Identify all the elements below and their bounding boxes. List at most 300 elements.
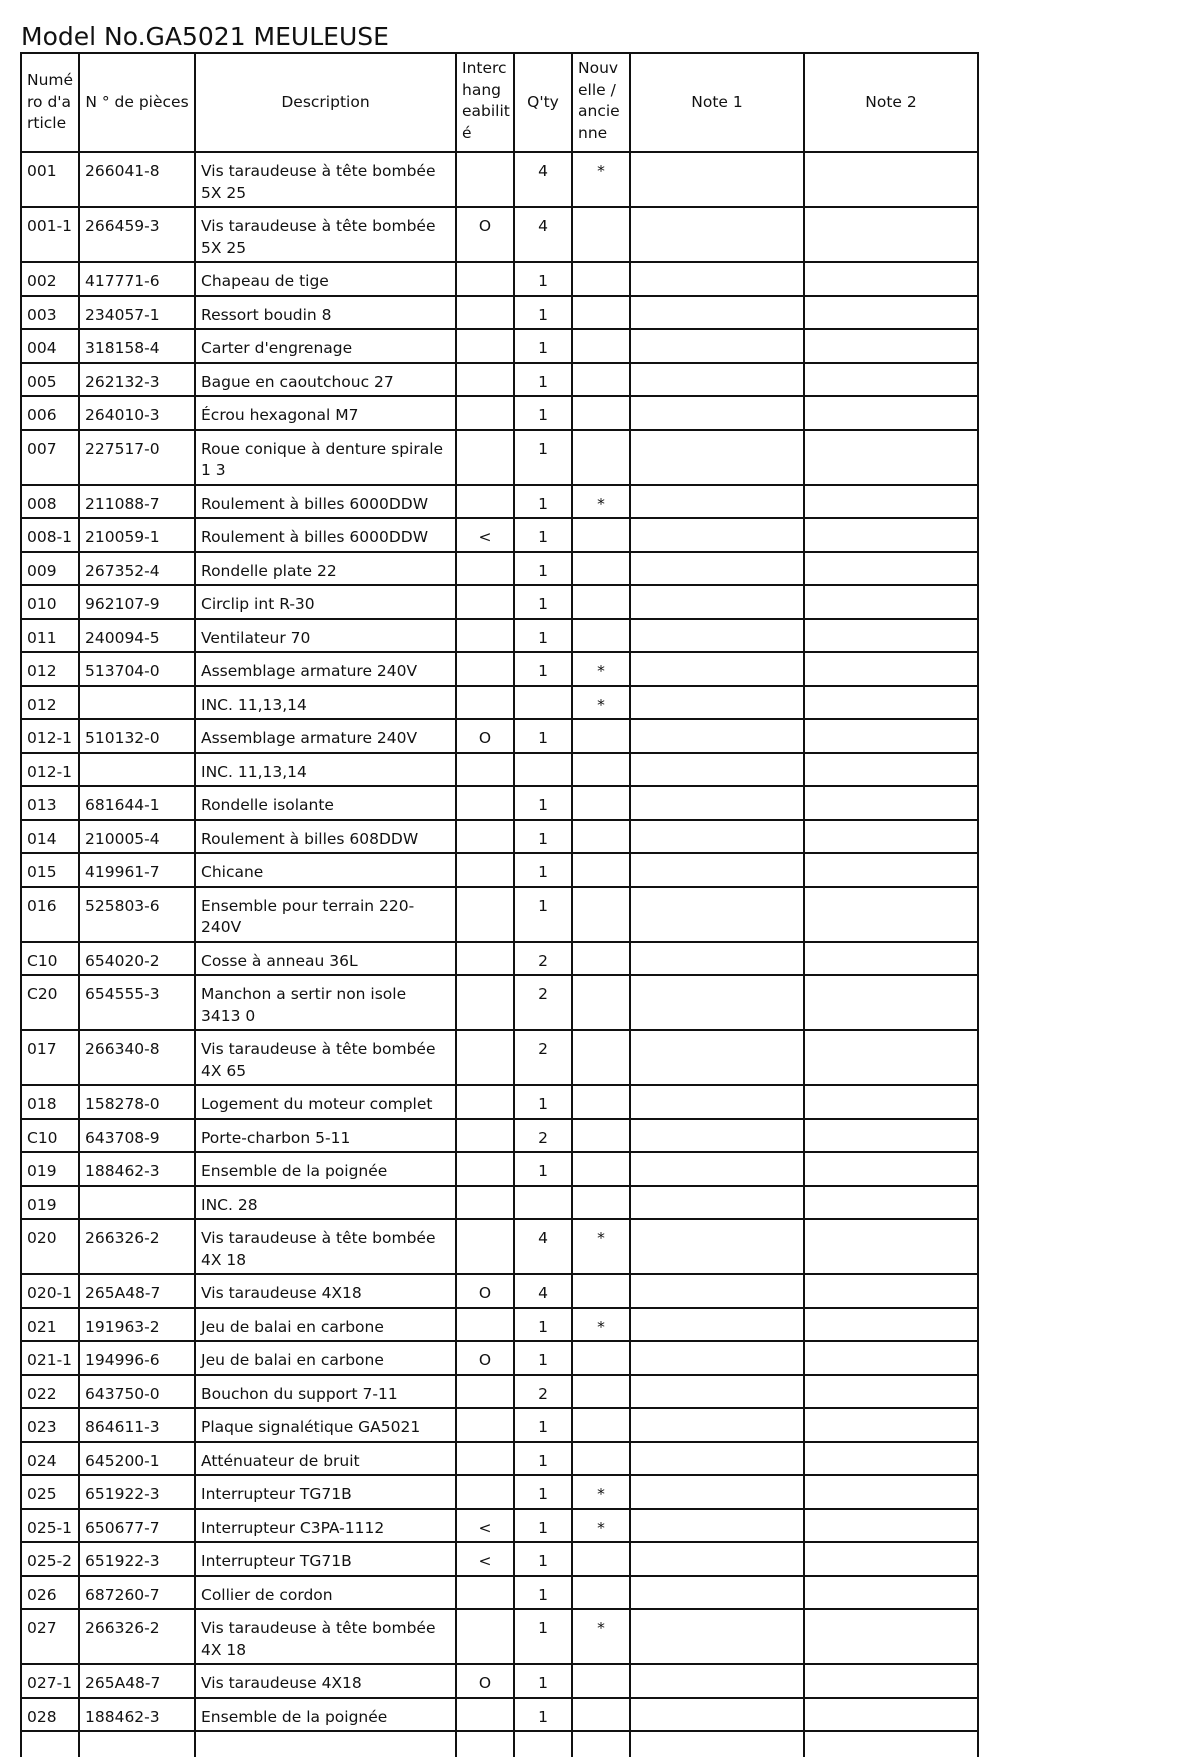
cell-description: Ventilateur 70: [195, 619, 456, 653]
cell-interchangeability: [456, 1219, 514, 1274]
cell-part-no: 864611-3: [79, 1408, 195, 1442]
table-row: [21, 1030, 978, 1085]
cell-note1: [630, 552, 804, 586]
cell-part-no: 227517-0: [79, 430, 195, 485]
cell-note2: [804, 1475, 978, 1509]
table-row: [21, 820, 978, 854]
cell-part-no: 188462-3: [79, 1698, 195, 1732]
cell-interchangeability: [456, 786, 514, 820]
cell-note1: [630, 1698, 804, 1732]
cell-empty: [21, 1731, 79, 1757]
cell-note2: [804, 518, 978, 552]
cell-item-no: 027: [21, 1609, 79, 1664]
table-row: [21, 853, 978, 887]
cell-empty: [514, 1731, 572, 1757]
cell-part-no: 265A48-7: [79, 1664, 195, 1698]
cell-new-old: [572, 1576, 630, 1610]
cell-qty: 1: [514, 619, 572, 653]
cell-qty: 2: [514, 942, 572, 976]
cell-item-no: 007: [21, 430, 79, 485]
cell-description: Bouchon du support 7-11: [195, 1375, 456, 1409]
cell-qty: 2: [514, 1119, 572, 1153]
cell-empty: [804, 1731, 978, 1757]
cell-item-no: 004: [21, 329, 79, 363]
cell-note1: [630, 485, 804, 519]
cell-qty: 1: [514, 1576, 572, 1610]
cell-note2: [804, 363, 978, 397]
cell-item-no: 009: [21, 552, 79, 586]
cell-new-old: [572, 1274, 630, 1308]
cell-description: Vis taraudeuse à tête bombée 4X 18: [195, 1219, 456, 1274]
cell-note2: [804, 207, 978, 262]
cell-note1: [630, 1186, 804, 1220]
cell-qty: 2: [514, 975, 572, 1030]
cell-new-old: [572, 619, 630, 653]
table-row: [21, 430, 978, 485]
cell-empty: [630, 1731, 804, 1757]
cell-item-no: 012-1: [21, 719, 79, 753]
cell-item-no: 021: [21, 1308, 79, 1342]
cell-description: INC. 11,13,14: [195, 753, 456, 787]
table-row: [21, 719, 978, 753]
cell-item-no: C20: [21, 975, 79, 1030]
cell-note1: [630, 1375, 804, 1409]
cell-new-old: [572, 786, 630, 820]
cell-part-no: 210005-4: [79, 820, 195, 854]
cell-note2: [804, 1341, 978, 1375]
cell-new-old: [572, 942, 630, 976]
cell-description: Rondelle plate 22: [195, 552, 456, 586]
cell-note2: [804, 1664, 978, 1698]
cell-interchangeability: [456, 485, 514, 519]
cell-qty: 1: [514, 1308, 572, 1342]
cell-interchangeability: [456, 686, 514, 720]
cell-new-old: [572, 753, 630, 787]
cell-part-no: 510132-0: [79, 719, 195, 753]
cell-part-no: 654555-3: [79, 975, 195, 1030]
cell-interchangeability: [456, 1698, 514, 1732]
cell-item-no: 002: [21, 262, 79, 296]
cell-description: Roulement à billes 608DDW: [195, 820, 456, 854]
cell-part-no: 240094-5: [79, 619, 195, 653]
cell-interchangeability: [456, 652, 514, 686]
cell-note1: [630, 1119, 804, 1153]
cell-qty: [514, 753, 572, 787]
cell-part-no: [79, 753, 195, 787]
cell-note1: [630, 1274, 804, 1308]
cell-note1: [630, 585, 804, 619]
cell-item-no: 018: [21, 1085, 79, 1119]
cell-description: Vis taraudeuse 4X18: [195, 1274, 456, 1308]
cell-note1: [630, 1576, 804, 1610]
cell-note2: [804, 619, 978, 653]
cell-new-old: [572, 1698, 630, 1732]
cell-part-no: 318158-4: [79, 329, 195, 363]
cell-note1: [630, 786, 804, 820]
cell-new-old: [572, 396, 630, 430]
cell-qty: 1: [514, 652, 572, 686]
cell-new-old: [572, 552, 630, 586]
cell-note2: [804, 1119, 978, 1153]
cell-item-no: 025: [21, 1475, 79, 1509]
table-row: [21, 1375, 978, 1409]
table-row: [21, 262, 978, 296]
cell-new-old: [572, 296, 630, 330]
table-row: [21, 887, 978, 942]
cell-description: Porte-charbon 5-11: [195, 1119, 456, 1153]
cell-qty: 1: [514, 1408, 572, 1442]
header-note1: Note 1: [630, 53, 804, 152]
cell-interchangeability: [456, 262, 514, 296]
cell-interchangeability: [456, 1085, 514, 1119]
cell-item-no: 008: [21, 485, 79, 519]
cell-note2: [804, 1609, 978, 1664]
cell-note1: [630, 1030, 804, 1085]
cell-description: Carter d'engrenage: [195, 329, 456, 363]
cell-new-old: *: [572, 485, 630, 519]
cell-note1: [630, 296, 804, 330]
cell-item-no: 016: [21, 887, 79, 942]
cell-note2: [804, 1375, 978, 1409]
cell-note2: [804, 820, 978, 854]
cell-description: Jeu de balai en carbone: [195, 1308, 456, 1342]
cell-note2: [804, 1219, 978, 1274]
cell-item-no: 014: [21, 820, 79, 854]
cell-description: Ensemble de la poignée: [195, 1698, 456, 1732]
cell-note1: [630, 753, 804, 787]
cell-description: Ensemble de la poignée: [195, 1152, 456, 1186]
cell-new-old: [572, 262, 630, 296]
table-row: [21, 1509, 978, 1543]
cell-new-old: [572, 518, 630, 552]
cell-description: Plaque signalétique GA5021: [195, 1408, 456, 1442]
table-row: [21, 152, 978, 207]
cell-new-old: [572, 1664, 630, 1698]
cell-item-no: 027-1: [21, 1664, 79, 1698]
cell-description: Vis taraudeuse à tête bombée 4X 65: [195, 1030, 456, 1085]
cell-interchangeability: [456, 1186, 514, 1220]
cell-qty: 2: [514, 1030, 572, 1085]
cell-qty: 1: [514, 363, 572, 397]
table-row: [21, 518, 978, 552]
cell-new-old: [572, 887, 630, 942]
cell-description: Assemblage armature 240V: [195, 652, 456, 686]
table-row: [21, 1408, 978, 1442]
table-row: [21, 786, 978, 820]
cell-item-no: 020-1: [21, 1274, 79, 1308]
cell-interchangeability: O: [456, 719, 514, 753]
table-row: [21, 396, 978, 430]
cell-interchangeability: [456, 1119, 514, 1153]
cell-note1: [630, 1509, 804, 1543]
cell-qty: 1: [514, 585, 572, 619]
cell-part-no: 525803-6: [79, 887, 195, 942]
cell-description: Manchon a sertir non isole 3413 0: [195, 975, 456, 1030]
cell-new-old: [572, 1085, 630, 1119]
table-row-empty: [21, 1731, 978, 1757]
cell-note2: [804, 719, 978, 753]
table-row: [21, 363, 978, 397]
cell-interchangeability: [456, 1442, 514, 1476]
cell-new-old: [572, 1186, 630, 1220]
cell-note2: [804, 152, 978, 207]
cell-new-old: [572, 1341, 630, 1375]
cell-note1: [630, 887, 804, 942]
cell-description: INC. 11,13,14: [195, 686, 456, 720]
cell-description: Assemblage armature 240V: [195, 719, 456, 753]
cell-note1: [630, 262, 804, 296]
cell-description: Cosse à anneau 36L: [195, 942, 456, 976]
cell-qty: 1: [514, 1664, 572, 1698]
cell-part-no: 262132-3: [79, 363, 195, 397]
cell-note1: [630, 518, 804, 552]
table-row: [21, 1219, 978, 1274]
header-part-no: N ° de pièces: [79, 53, 195, 152]
cell-note2: [804, 485, 978, 519]
cell-item-no: 008-1: [21, 518, 79, 552]
cell-item-no: 017: [21, 1030, 79, 1085]
cell-item-no: 015: [21, 853, 79, 887]
cell-new-old: [572, 975, 630, 1030]
cell-note2: [804, 975, 978, 1030]
cell-qty: 1: [514, 552, 572, 586]
table-row: [21, 686, 978, 720]
cell-part-no: 654020-2: [79, 942, 195, 976]
cell-note2: [804, 1509, 978, 1543]
cell-description: INC. 28: [195, 1186, 456, 1220]
cell-new-old: [572, 1442, 630, 1476]
cell-new-old: [572, 329, 630, 363]
cell-item-no: 024: [21, 1442, 79, 1476]
cell-new-old: *: [572, 686, 630, 720]
cell-item-no: 021-1: [21, 1341, 79, 1375]
cell-item-no: 001-1: [21, 207, 79, 262]
cell-interchangeability: [456, 329, 514, 363]
cell-interchangeability: <: [456, 1509, 514, 1543]
cell-note1: [630, 1341, 804, 1375]
cell-new-old: [572, 719, 630, 753]
cell-part-no: 266326-2: [79, 1219, 195, 1274]
cell-interchangeability: [456, 853, 514, 887]
cell-description: Collier de cordon: [195, 1576, 456, 1610]
cell-note1: [630, 1609, 804, 1664]
cell-qty: 1: [514, 329, 572, 363]
cell-note2: [804, 329, 978, 363]
cell-qty: 1: [514, 820, 572, 854]
cell-item-no: 006: [21, 396, 79, 430]
cell-new-old: [572, 585, 630, 619]
cell-new-old: *: [572, 1308, 630, 1342]
cell-empty: [456, 1731, 514, 1757]
cell-note1: [630, 1152, 804, 1186]
header-qty: Q'ty: [514, 53, 572, 152]
cell-note1: [630, 1408, 804, 1442]
cell-interchangeability: [456, 887, 514, 942]
cell-note2: [804, 942, 978, 976]
table-row: [21, 1308, 978, 1342]
cell-item-no: 013: [21, 786, 79, 820]
cell-part-no: 651922-3: [79, 1542, 195, 1576]
cell-interchangeability: O: [456, 1274, 514, 1308]
cell-note2: [804, 296, 978, 330]
cell-note1: [630, 686, 804, 720]
cell-qty: 1: [514, 1698, 572, 1732]
cell-qty: 1: [514, 396, 572, 430]
cell-qty: 1: [514, 296, 572, 330]
cell-description: Chicane: [195, 853, 456, 887]
cell-note2: [804, 853, 978, 887]
cell-part-no: 265A48-7: [79, 1274, 195, 1308]
cell-qty: 1: [514, 1542, 572, 1576]
cell-item-no: 023: [21, 1408, 79, 1442]
cell-description: Roue conique à denture spirale 1 3: [195, 430, 456, 485]
cell-qty: 2: [514, 1375, 572, 1409]
cell-note2: [804, 652, 978, 686]
table-row: [21, 552, 978, 586]
header-note2: Note 2: [804, 53, 978, 152]
cell-new-old: [572, 820, 630, 854]
cell-note1: [630, 1308, 804, 1342]
cell-description: Jeu de balai en carbone: [195, 1341, 456, 1375]
cell-interchangeability: [456, 942, 514, 976]
cell-part-no: [79, 1186, 195, 1220]
cell-description: Vis taraudeuse 4X18: [195, 1664, 456, 1698]
cell-description: Écrou hexagonal M7: [195, 396, 456, 430]
cell-qty: 1: [514, 1152, 572, 1186]
cell-interchangeability: [456, 1152, 514, 1186]
table-row: [21, 1152, 978, 1186]
table-row: [21, 942, 978, 976]
cell-note1: [630, 430, 804, 485]
cell-interchangeability: [456, 1375, 514, 1409]
cell-description: Vis taraudeuse à tête bombée 5X 25: [195, 207, 456, 262]
cell-part-no: 264010-3: [79, 396, 195, 430]
table-row: [21, 1576, 978, 1610]
cell-part-no: 234057-1: [79, 296, 195, 330]
cell-part-no: 266459-3: [79, 207, 195, 262]
cell-note2: [804, 1152, 978, 1186]
cell-note1: [630, 396, 804, 430]
cell-note2: [804, 552, 978, 586]
cell-qty: 1: [514, 518, 572, 552]
cell-new-old: *: [572, 152, 630, 207]
table-row: [21, 207, 978, 262]
cell-description: Roulement à billes 6000DDW: [195, 518, 456, 552]
table-row: [21, 753, 978, 787]
cell-part-no: 643708-9: [79, 1119, 195, 1153]
cell-qty: 1: [514, 1609, 572, 1664]
cell-qty: 1: [514, 1341, 572, 1375]
cell-new-old: *: [572, 652, 630, 686]
cell-part-no: 643750-0: [79, 1375, 195, 1409]
cell-interchangeability: [456, 1609, 514, 1664]
cell-note1: [630, 619, 804, 653]
cell-note1: [630, 719, 804, 753]
cell-new-old: *: [572, 1609, 630, 1664]
cell-part-no: 513704-0: [79, 652, 195, 686]
cell-part-no: 191963-2: [79, 1308, 195, 1342]
cell-part-no: 681644-1: [79, 786, 195, 820]
cell-interchangeability: [456, 975, 514, 1030]
cell-note1: [630, 1542, 804, 1576]
cell-part-no: 962107-9: [79, 585, 195, 619]
cell-new-old: [572, 430, 630, 485]
header-new-old: Nouv elle / ancie nne: [572, 53, 630, 152]
cell-note1: [630, 1219, 804, 1274]
cell-part-no: 651922-3: [79, 1475, 195, 1509]
cell-empty: [79, 1731, 195, 1757]
cell-note1: [630, 1085, 804, 1119]
table-row: [21, 1085, 978, 1119]
cell-description: Ressort boudin 8: [195, 296, 456, 330]
cell-part-no: 210059-1: [79, 518, 195, 552]
cell-qty: 1: [514, 1509, 572, 1543]
cell-description: Interrupteur C3PA-1112: [195, 1509, 456, 1543]
cell-part-no: 645200-1: [79, 1442, 195, 1476]
cell-note2: [804, 1542, 978, 1576]
cell-item-no: 001: [21, 152, 79, 207]
table-row: [21, 1475, 978, 1509]
cell-item-no: 022: [21, 1375, 79, 1409]
cell-note2: [804, 585, 978, 619]
cell-new-old: [572, 1375, 630, 1409]
cell-qty: 4: [514, 207, 572, 262]
table-row: [21, 652, 978, 686]
cell-new-old: [572, 853, 630, 887]
cell-note1: [630, 1664, 804, 1698]
cell-empty: [195, 1731, 456, 1757]
cell-qty: 1: [514, 719, 572, 753]
cell-item-no: 025-1: [21, 1509, 79, 1543]
cell-qty: 1: [514, 430, 572, 485]
cell-interchangeability: [456, 820, 514, 854]
cell-note1: [630, 363, 804, 397]
cell-qty: 1: [514, 485, 572, 519]
cell-item-no: 020: [21, 1219, 79, 1274]
cell-qty: 1: [514, 1442, 572, 1476]
cell-new-old: *: [572, 1219, 630, 1274]
cell-note2: [804, 753, 978, 787]
cell-qty: 1: [514, 1085, 572, 1119]
cell-new-old: [572, 363, 630, 397]
cell-interchangeability: [456, 552, 514, 586]
cell-qty: 1: [514, 1475, 572, 1509]
cell-note1: [630, 975, 804, 1030]
table-row: [21, 1609, 978, 1664]
cell-note1: [630, 207, 804, 262]
cell-description: Vis taraudeuse à tête bombée 5X 25: [195, 152, 456, 207]
table-row: [21, 1274, 978, 1308]
cell-item-no: C10: [21, 942, 79, 976]
table-row: [21, 585, 978, 619]
cell-description: Circlip int R-30: [195, 585, 456, 619]
cell-part-no: 188462-3: [79, 1152, 195, 1186]
cell-description: Atténuateur de bruit: [195, 1442, 456, 1476]
cell-new-old: [572, 207, 630, 262]
cell-note2: [804, 1698, 978, 1732]
cell-new-old: [572, 1152, 630, 1186]
cell-new-old: [572, 1542, 630, 1576]
cell-note2: [804, 396, 978, 430]
header-item-no: Numé ro d'a rticle: [21, 53, 79, 152]
cell-part-no: 194996-6: [79, 1341, 195, 1375]
cell-note1: [630, 1475, 804, 1509]
cell-note2: [804, 686, 978, 720]
cell-description: Vis taraudeuse à tête bombée 4X 18: [195, 1609, 456, 1664]
cell-interchangeability: [456, 619, 514, 653]
cell-interchangeability: [456, 396, 514, 430]
cell-item-no: 010: [21, 585, 79, 619]
